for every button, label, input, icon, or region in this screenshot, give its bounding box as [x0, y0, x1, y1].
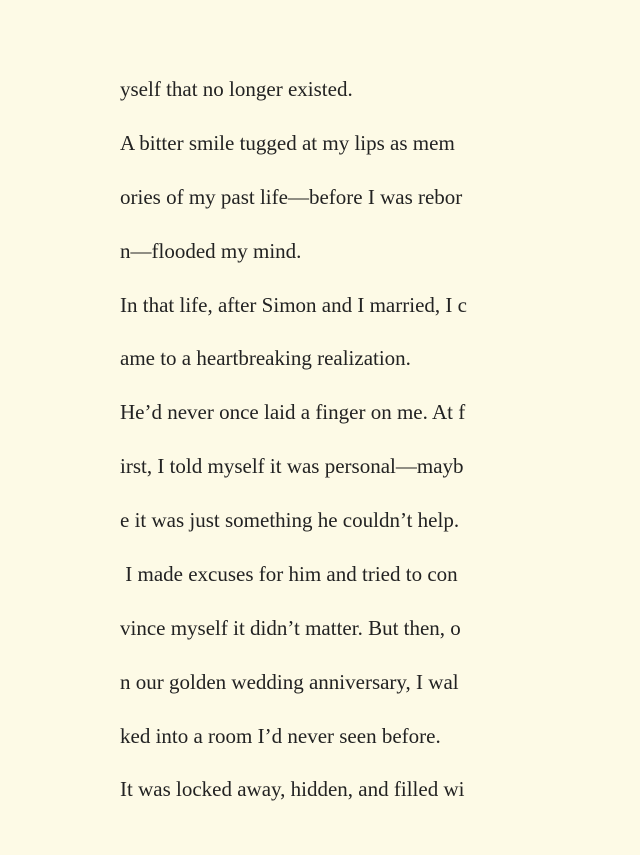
text-line: In that life, after Simon and I married, I c — [120, 293, 467, 317]
text-line: yself that no longer existed. — [120, 77, 353, 101]
text-line: n—flooded my mind. — [120, 239, 302, 263]
text-line: ame to a heartbreaking realization. — [120, 346, 411, 370]
text-line: ked into a room I’d never seen before. — [120, 724, 441, 748]
text-line: I made excuses for him and tried to con — [120, 562, 458, 586]
text-line: irst, I told myself it was personal—mayb — [120, 454, 464, 478]
text-line: He’d never once laid a finger on me. At f — [120, 400, 466, 424]
text-line: n our golden wedding anniversary, I wal — [120, 670, 459, 694]
text-line: vince myself it didn’t matter. But then, o — [120, 616, 461, 640]
text-line: A bitter smile tugged at my lips as mem — [120, 131, 455, 155]
text-line: ories of my past life—before I was rebor — [120, 185, 463, 209]
text-line: It was locked away, hidden, and filled wi — [120, 777, 465, 801]
text-line: e it was just something he couldn’t help. — [120, 508, 460, 532]
